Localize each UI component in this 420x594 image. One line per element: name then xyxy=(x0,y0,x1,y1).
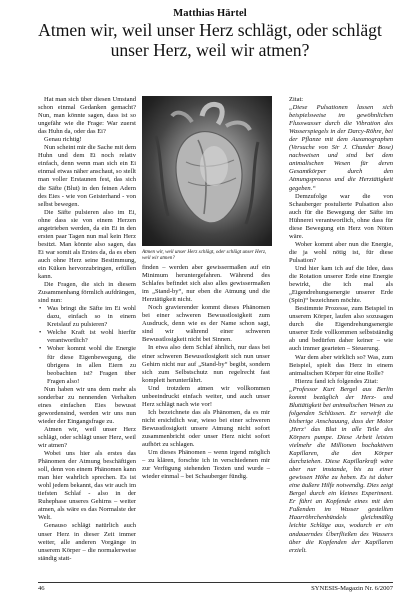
paragraph: Die Säfte pulsieren also im Ei, ohne dass sie von einem Herzen angetrieben werden, da ein Ei in den ersten paar Tagen nun mal kein Herz besitzt. Man könnte also sagen, das Ei war somit als Erstes da, da es eben auch ohne Herz seine Bestimmung, ein Küken hervorzubringen, erfüllen kann. xyxy=(38,208,136,281)
paragraph: Wobei uns hier als erstes das Phänomen der Atmung beschäftigen soll, denn von einem Phänomen kann man hier wahrlich sprechen. Es ist wohl jedem bekannt, das wir auch im tiefsten Schlaf - also in der Ruhephase unseres Gehirns – weiter atmen, als wäre es das Normalste der Welt. xyxy=(38,450,136,522)
paragraph: Um dieses Phänomen – wenn irgend möglich – zu klären, forschte ich in verschiedenen mir zur Verfügung stehenden Texten und wurde – wieder einmal – bei Schauberger fündig. xyxy=(142,449,270,481)
question-list xyxy=(38,305,136,385)
author-name: Matthias Härtel xyxy=(173,8,247,19)
paragraph: In etwa also dem Schlaf ähnlich, nur dass bei einer schweren Bewusstlosigkeit sich nun unser Gehirn nicht nur auf „Stand-by“ begibt, sondern sich zum Selbstschutz nun regelrecht fast komplett herunterfährt. xyxy=(142,344,270,384)
paragraph: Ich bezeichnete das als Phänomen, da es mir nicht ersichtlich war, wieso bei einer schweren Bewusstlosigkeit unsere Atmung nicht sofort zusammenbricht oder unser Herz nicht sofort aufhört zu schlagen. xyxy=(142,408,270,449)
text-column-3 xyxy=(289,96,393,555)
paragraph: War dem aber wirklich so? Was, zum Beispiel, spielt das Herz in einem animalischen Körper für eine Rolle? xyxy=(289,353,393,377)
paragraph: Hat man sich über diesen Umstand schon einmal Gedanken gemacht? Nun, man könnte sagen, dass ist so ungefähr wie die Frage: War zuerst das Huhn da, oder das Ei? xyxy=(38,96,136,136)
text-column-2 xyxy=(142,264,270,481)
list-item: • Woher kommt wohl die Energie für diese Eigenbewegung, die übrigens in allen Eiern zu beobachten ist? Fragen über Fragen also! xyxy=(38,345,136,385)
paragraph: Demzufolge war die von Schauberger postulierte Pulsation also auch für die Bewegung der Säfte im Hühnerei verantwortlich, ohne dass für diese Bewegung ein Herz von Nöten wäre. xyxy=(289,192,393,240)
paragraph: Genau richtig! xyxy=(44,136,82,144)
footer-rule xyxy=(38,582,393,583)
magazine-issue: SYNESIS-Magazin Nr. 6/2007 xyxy=(311,585,393,592)
paragraph: Noch gravierender kommt dieses Phänomen bei einer schweren Bewusstlosigkeit zum Ausdruck, denn wie es der Name schon sagt, sind wir während einer schweren Bewusstlosigkeit nicht bei Sinnen. xyxy=(142,304,270,344)
text-column-1 xyxy=(38,96,136,563)
article-title: Atmen wir, weil unser Herz schlägt, oder schlägt unser Herz, weil wir atmen? xyxy=(38,20,382,60)
paragraph: Atmen wir, weil unser Herz schlägt, oder schlägt unser Herz, weil wir atmen? xyxy=(38,425,136,450)
paragraph: Nun haben wir uns dem mehr als sonderbar zu nennenden Verhalten eines einfachen Eies bewusst gewordensind, werden wir uns nun wieder der Eingangsfrage zu. xyxy=(38,385,136,425)
figure-caption: Atmen wir, weil unser Herz schlägt, oder schlägt unser Herz, weil wir atmen? xyxy=(142,249,267,262)
paragraph: Woher kommt aber nun die Energie, die ja wohl nötig ist, für diese Pulsation? xyxy=(289,240,393,264)
paragraph: Die Fragen, die sich in diesem Zusammenhang förmlich aufdrängen, sind nun: xyxy=(38,281,137,305)
paragraph: Und trotzdem atmen wir vollkommen unbeeindruckt einfach weiter, und auch unser Herz schlägt nach wie vor! xyxy=(142,384,270,408)
quote: „Diese Pulsationen lassen sich beispielsweise im gewöhnlichen Flusswasser durch die Vibration des Wasserspiegels in der Darcy-Röhre, bei der Pflanze mit dem Auxanographen (Versuche von Sir J. Chunder Bose) nachweisen und sind bei dem animalischen Wesen für deren Gesamtkörper durch den Atmungsprozess und die Herztätigkeit gegeben.“ xyxy=(289,104,393,192)
page-number: 46 xyxy=(38,585,45,592)
paragraph: Bestimmte Prozesse, zum Beispiel in unserem Körper, laufen also sozusagen durch die Eigendrehungsenergie unserer Erde vollkommen selbstständig ab und bedürfen daher keiner – wie auch immer gearteten – Steuerung. xyxy=(289,305,393,353)
heart-image xyxy=(142,96,272,246)
list-item: • Was bringt die Säfte im Ei wohl dazu, einfach so in einem Kreislauf zu pulsieren? xyxy=(38,305,136,329)
list-item: • Welche Kraft ist wohl hierfür verantwortlich? xyxy=(38,329,136,345)
paragraph: Und hier kam ich auf die Idee, dass die Rotation unserer Erde eine Energie bewirkt, die ich mal als „Eigendrehungsenergie unserer Erde (Spin)“ bezeichnen möchte. xyxy=(289,264,393,305)
paragraph: Genauso schlägt natürlich auch unser Herz in dieser Zeit immer weiter, alle anderen Vorgänge in unserem Körper – die normalerweise ständig statt- xyxy=(38,522,136,562)
paragraph: Nun scheint mir die Sache mit dem Huhn und dem Ei noch relativ einfach, denn wenn man sich ein Ei einmal etwas näher anschaut, so stellt man voller Erstaunen fest, das sich die Säfte (Blut) in den feinen Adern des Eies - wie von Geisterhand - von selbst bewegen. xyxy=(38,144,136,208)
paragraph: finden – werden aber gewissermaßen auf ein Minimum heruntergefahren. Während des Schlafes befindet sich also alles gewissermaßen im „Stand-by“, nur eben die Atmung und die Herztätigkeit nicht. xyxy=(142,264,270,304)
heart-illustration xyxy=(142,96,272,246)
quote: „Professor Kurt Bergel aus Berlin kommt bezüglich der Herz- und Bluttätigkeit bei animalischen Wesen zu folgenden Schlüssen. Er verwirft die bisherige Anschauung, dass der Motor ‚Herz‘ das Blut in alle Teile des Körpers pumpe. Diese Arbeit leisten vielmehr die Millionen hochaktiven Kapillaren, die den Körper durchziehen. Diese Kapillarkraft wäre aber nur imstande, bis zu einer gewissen Höhe zu heben. Es ist daher eine äußere Hilfe notwendig. Dies zeigt Bergel durch ein kleines Experiment. Er führt an Kopfende eines mit den Fußenden im Wasser gestellten Haarröhrchenbündels gleichmäßig leichte Schläge aus, wodurch er ein andauerndes Überfließen des Wassers über die Kopfenden der Kapillaren erzielt. xyxy=(289,385,393,554)
paragraph: Zitat: xyxy=(289,96,304,103)
paragraph: Hierzu fand ich folgendes Zitat: xyxy=(295,377,379,385)
